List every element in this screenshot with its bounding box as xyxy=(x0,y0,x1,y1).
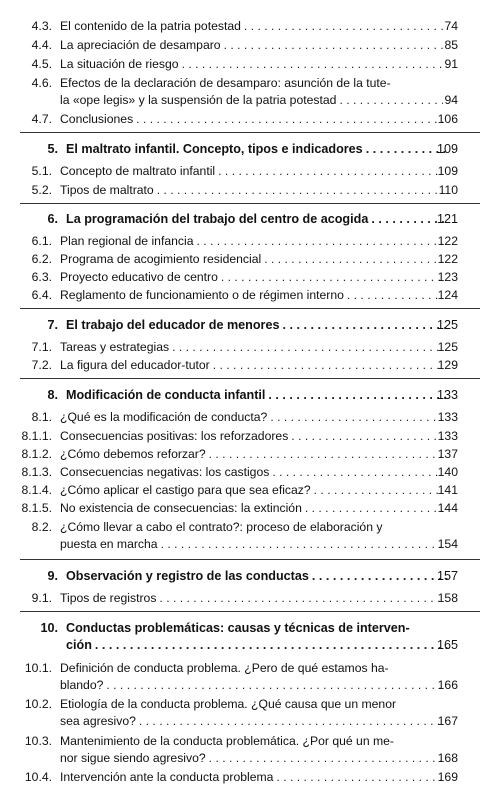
dot-leader xyxy=(291,428,443,445)
entry-title-line-2: puesta en marcha xyxy=(60,537,158,551)
entry-title: Consecuencias negativas: los castigos xyxy=(60,465,270,479)
entry-number: 4.6. xyxy=(31,76,52,90)
chapter-number: 9. xyxy=(47,569,58,583)
chapter-number: 8. xyxy=(47,388,58,402)
dot-leader xyxy=(182,56,443,73)
entry-title: La apreciación de desamparo xyxy=(60,38,221,52)
dot-leader xyxy=(314,482,443,499)
chapter-title: Observación y registro de las conductas xyxy=(66,569,309,583)
entry-title-line-2: sea agresivo? xyxy=(60,714,136,728)
entry-number: 6.3. xyxy=(31,270,52,284)
entry-page: 94 xyxy=(444,93,458,107)
dot-leader xyxy=(157,182,443,199)
chapter-title: El maltrato infantil. Concepto, tipos e indicadores xyxy=(66,142,363,156)
dot-leader xyxy=(218,163,443,180)
entry-page: 124 xyxy=(437,288,458,302)
toc-entry-8-1-4 xyxy=(0,482,500,499)
toc-entry-4-6 xyxy=(0,75,500,109)
entry-title-line-1: ¿Cómo llevar a cabo el contrato?: proceso de elaboración y xyxy=(60,520,383,534)
dot-leader xyxy=(264,251,443,268)
entry-number: 8.1.1. xyxy=(21,429,52,443)
entry-page: 74 xyxy=(444,19,458,33)
entry-page: 110 xyxy=(438,183,458,197)
entry-number: 9.1. xyxy=(31,591,52,605)
entry-number: 4.7. xyxy=(31,112,52,126)
entry-title-line-1: Definición de conducta problema. ¿Pero de qué estamos ha- xyxy=(60,661,389,675)
dot-leader xyxy=(272,464,443,481)
entry-title: La figura del educador-tutor xyxy=(60,358,210,372)
toc-entry-4-3 xyxy=(0,18,500,35)
section-divider xyxy=(20,611,480,612)
toc-chapter-7 xyxy=(0,317,500,334)
entry-number: 10.4. xyxy=(24,770,52,784)
toc-entry-6-2 xyxy=(0,251,500,268)
dot-leader xyxy=(136,111,443,128)
entry-number: 8.1.5. xyxy=(21,501,52,515)
entry-page: 168 xyxy=(437,751,458,765)
toc-entry-8-1-3 xyxy=(0,464,500,481)
toc-entry-5-1 xyxy=(0,163,500,180)
entry-page: 121 xyxy=(436,212,458,226)
dot-leader xyxy=(224,37,443,54)
entry-page: 141 xyxy=(437,483,458,497)
entry-number: 4.4. xyxy=(31,38,52,52)
dot-leader xyxy=(209,446,443,463)
entry-page: 167 xyxy=(437,714,458,728)
toc-entry-7-1 xyxy=(0,339,500,356)
entry-page: 122 xyxy=(437,252,458,266)
entry-number: 8.1.4. xyxy=(21,483,52,497)
entry-title: Programa de acogimiento residencial xyxy=(60,252,262,266)
entry-number: 7.1. xyxy=(31,340,52,354)
entry-page: 109 xyxy=(437,164,458,178)
entry-page: 165 xyxy=(436,638,458,652)
toc-chapter-8 xyxy=(0,387,500,404)
toc-entry-6-1 xyxy=(0,233,500,250)
toc-entry-5-2 xyxy=(0,182,500,199)
entry-page: 158 xyxy=(437,591,458,605)
section-divider xyxy=(20,132,480,133)
entry-page: 133 xyxy=(436,388,458,402)
dot-leader xyxy=(276,769,443,786)
entry-page: 157 xyxy=(436,569,458,583)
entry-page: 140 xyxy=(437,465,458,479)
dot-leader xyxy=(172,339,443,356)
entry-title: Consecuencias positivas: los reforzadores xyxy=(60,429,289,443)
toc-chapter-9 xyxy=(0,568,500,585)
toc-chapter-6 xyxy=(0,211,500,228)
entry-number: 8.2. xyxy=(31,520,52,534)
entry-page: 91 xyxy=(444,57,458,71)
toc-entry-8-1 xyxy=(0,409,500,426)
entry-page: 129 xyxy=(437,358,458,372)
entry-title: ¿Cómo aplicar el castigo para que sea eficaz? xyxy=(60,483,311,497)
dot-leader xyxy=(347,287,443,304)
section-divider xyxy=(20,378,480,379)
entry-title-line-1: Etiología de la conducta problema. ¿Qué causa que un menor xyxy=(60,697,397,711)
dot-leader xyxy=(270,409,443,426)
entry-title: Plan regional de infancia xyxy=(60,234,194,248)
chapter-title-line-2: ción xyxy=(66,638,92,652)
toc-entry-4-7 xyxy=(0,111,500,128)
entry-page: 106 xyxy=(437,112,458,126)
toc-entry-10-1 xyxy=(0,660,500,694)
chapter-title-line-1: Conductas problemáticas: causas y técnicas de interven- xyxy=(66,621,410,635)
chapter-number: 6. xyxy=(47,212,58,226)
entry-number: 4.5. xyxy=(31,57,52,71)
entry-page: 144 xyxy=(437,501,458,515)
entry-page: 85 xyxy=(444,38,458,52)
chapter-number: 7. xyxy=(47,318,58,332)
dot-leader xyxy=(282,317,449,334)
toc-entry-4-4 xyxy=(0,37,500,54)
entry-title: ¿Qué es la modificación de conducta? xyxy=(60,410,268,424)
entry-title: Proyecto educativo de centro xyxy=(60,270,218,284)
entry-title: Tareas y estrategias xyxy=(60,340,170,354)
entry-page: 109 xyxy=(436,142,458,156)
entry-page: 123 xyxy=(437,270,458,284)
entry-number: 6.2. xyxy=(31,252,52,266)
dot-leader xyxy=(213,357,443,374)
dot-leader xyxy=(159,590,443,607)
entry-title-line-2: blando? xyxy=(60,678,104,692)
chapter-title: La programación del trabajo del centro de acogida xyxy=(66,212,369,226)
toc-entry-9-1 xyxy=(0,590,500,607)
entry-number: 5.1. xyxy=(31,164,52,178)
dot-leader xyxy=(268,387,449,404)
entry-title: Reglamento de funcionamiento o de régimen interno xyxy=(60,288,344,302)
entry-number: 10.3. xyxy=(24,734,52,748)
entry-page: 133 xyxy=(437,429,458,443)
chapter-title: El trabajo del educador de menores xyxy=(66,318,280,332)
entry-title: Tipos de registros xyxy=(60,591,157,605)
entry-title: Conclusiones xyxy=(60,112,134,126)
entry-page: 137 xyxy=(437,447,458,461)
entry-page: 122 xyxy=(437,234,458,248)
toc-entry-7-2 xyxy=(0,357,500,374)
entry-title: Intervención ante la conducta problema xyxy=(60,770,274,784)
entry-title-line-2: la «ope legis» y la suspensión de la patria potestad xyxy=(60,93,337,107)
entry-number: 6.4. xyxy=(31,288,52,302)
toc-entry-4-5 xyxy=(0,56,500,73)
chapter-number: 10. xyxy=(40,621,58,635)
dot-leader xyxy=(244,18,443,35)
entry-page: 125 xyxy=(436,318,458,332)
dot-leader xyxy=(139,713,443,730)
toc-entry-6-3 xyxy=(0,269,500,286)
toc-entry-10-2 xyxy=(0,696,500,730)
toc-entry-8-2 xyxy=(0,519,500,553)
entry-number: 7.2. xyxy=(31,358,52,372)
dot-leader xyxy=(221,269,443,286)
section-divider xyxy=(20,308,480,309)
entry-number: 5.2. xyxy=(31,183,52,197)
toc-entry-8-1-5 xyxy=(0,500,500,517)
entry-number: 4.3. xyxy=(31,19,52,33)
entry-number: 8.1.3. xyxy=(21,465,52,479)
entry-title-line-1: Efectos de la declaración de desamparo: asunción de la tute- xyxy=(60,76,391,90)
entry-title-line-1: Mantenimiento de la conducta problemática. ¿Por qué un me- xyxy=(60,734,394,748)
entry-title: Tipos de maltrato xyxy=(60,183,154,197)
toc-chapter-5 xyxy=(0,141,500,158)
entry-title: No existencia de consecuencias: la extinción xyxy=(60,501,302,515)
entry-page: 133 xyxy=(437,410,458,424)
entry-title: La situación de riesgo xyxy=(60,57,179,71)
toc-entry-6-4 xyxy=(0,287,500,304)
entry-page: 125 xyxy=(437,340,458,354)
entry-title: El contenido de la patria potestad xyxy=(60,19,241,33)
dot-leader xyxy=(196,233,443,250)
entry-title: ¿Cómo debemos reforzar? xyxy=(60,447,206,461)
dot-leader xyxy=(339,92,443,109)
toc-entry-10-4 xyxy=(0,769,500,786)
entry-page: 169 xyxy=(437,770,458,784)
dot-leader xyxy=(209,750,443,767)
toc-entry-8-1-1 xyxy=(0,428,500,445)
dot-leader xyxy=(312,568,449,585)
entry-page: 166 xyxy=(437,678,458,692)
entry-number: 6.1. xyxy=(31,234,52,248)
entry-page: 154 xyxy=(437,537,458,551)
chapter-number: 5. xyxy=(47,142,58,156)
section-divider xyxy=(20,203,480,204)
entry-number: 10.2. xyxy=(24,697,52,711)
entry-number: 8.1.2. xyxy=(21,447,52,461)
entry-title: Concepto de maltrato infantil xyxy=(60,164,216,178)
dot-leader xyxy=(305,500,443,517)
chapter-title: Modificación de conducta infantil xyxy=(66,388,266,402)
dot-leader xyxy=(95,637,449,654)
entry-title-line-2: nor sigue siendo agresivo? xyxy=(60,751,206,765)
entry-number: 8.1. xyxy=(31,410,52,424)
entry-number: 10.1. xyxy=(24,661,52,675)
dot-leader xyxy=(161,536,443,553)
toc-chapter-10 xyxy=(0,620,500,654)
toc-entry-10-3 xyxy=(0,733,500,767)
section-divider xyxy=(20,559,480,560)
dot-leader xyxy=(106,677,443,694)
toc-entry-8-1-2 xyxy=(0,446,500,463)
